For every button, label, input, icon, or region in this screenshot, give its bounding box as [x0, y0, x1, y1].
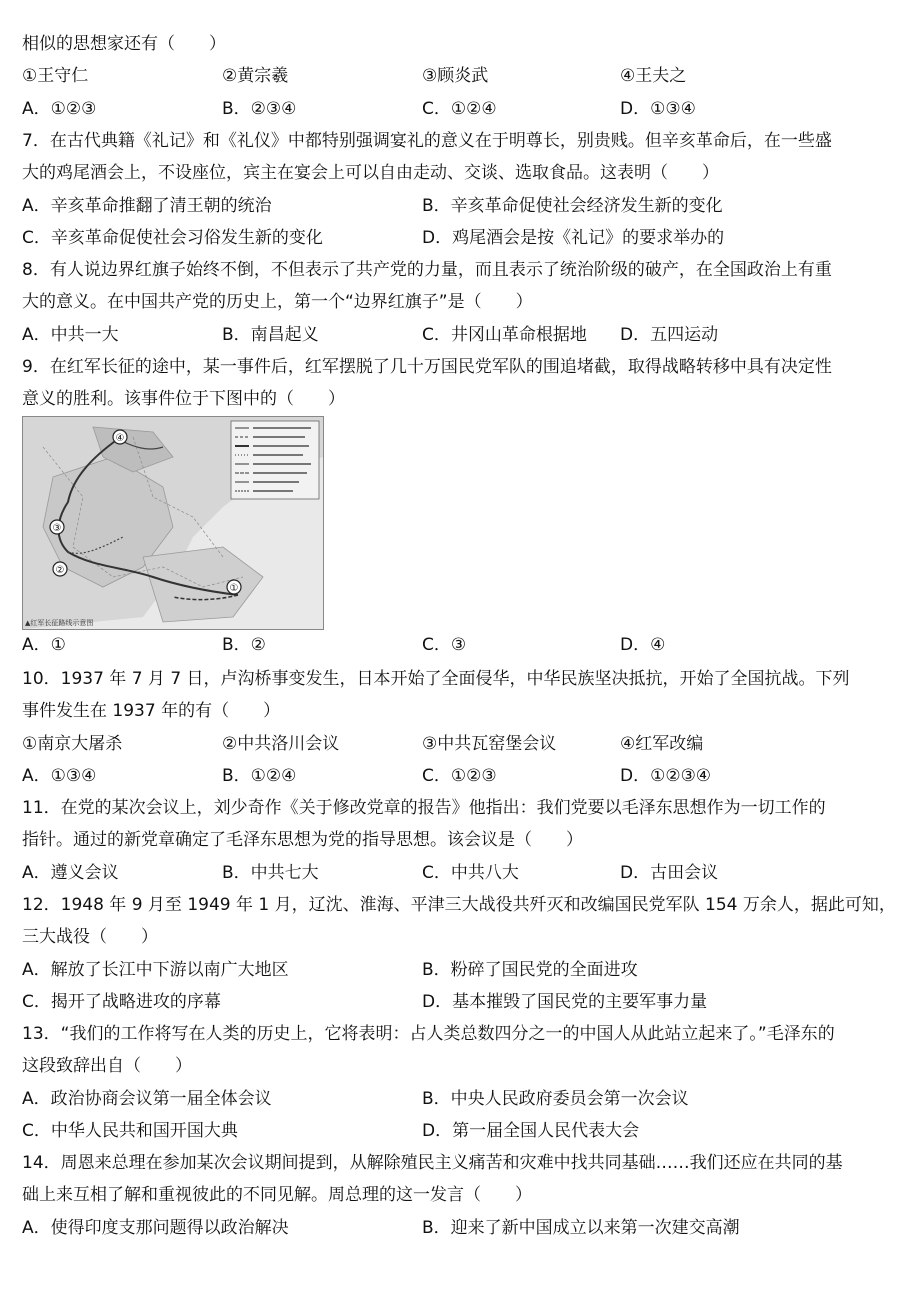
q8-option-b: B．南昌起义 — [222, 325, 319, 345]
q8-option-c: C．井冈山革命根据地 — [422, 325, 587, 345]
q10-item-4: ④红军改编 — [620, 734, 704, 754]
q12-options-row2 — [22, 991, 892, 1013]
q11-option-a: A．遵义会议 — [22, 863, 119, 883]
q7-options-row2 — [22, 227, 892, 249]
q7-option-d: D．鸡尾酒会是按《礼记》的要求举办的 — [422, 228, 725, 248]
q11-option-c: C．中共八大 — [422, 863, 519, 883]
q11-stem-line2: 指针。通过的新党章确定了毛泽东思想为党的指导思想。该会议是（ ） — [22, 830, 583, 850]
q8-stem-line2: 大的意义。在中国共产党的历史上，第一个“边界红旗子”是（ ） — [22, 292, 533, 312]
q12-stem-line1: 12．1948 年 9 月至 1949 年 1 月，辽沈、淮海、平津三大战役共歼灭和改编国民党军队 154 万余人，据此可知， — [22, 895, 896, 915]
q6-option-b: B．②③④ — [222, 99, 297, 119]
q13-stem-line2: 这段致辞出自（ ） — [22, 1056, 192, 1076]
q7-option-a: A．辛亥革命推翻了清王朝的统治 — [22, 196, 272, 216]
q13-options-row2 — [22, 1120, 892, 1142]
q10-options — [22, 765, 892, 787]
q14-option-b: B．迎来了新中国成立以来第一次建交高潮 — [422, 1218, 740, 1238]
q6-item-2: ②黄宗羲 — [222, 66, 289, 86]
q9-options — [22, 634, 892, 656]
q6-item-3: ③顾炎武 — [422, 66, 489, 86]
q9-option-d: D．④ — [620, 635, 666, 655]
q9-option-a: A．① — [22, 635, 66, 655]
q8-options — [22, 324, 892, 346]
q12-options-row1 — [22, 959, 892, 981]
q10-option-a: A．①③④ — [22, 766, 97, 786]
q14-stem-line2: 础上来互相了解和重视彼此的不同见解。周总理的这一发言（ ） — [22, 1185, 532, 1205]
q6-items — [22, 65, 892, 87]
q8-stem-line1: 8．有人说边界红旗子始终不倒，不但表示了共产党的力量，而且表示了统治阶级的破产，在全国政治上有重 — [22, 260, 832, 280]
q6-option-d: D．①③④ — [620, 99, 696, 119]
q13-stem-line1: 13．“我们的工作将写在人类的历史上，它将表明：占人类总数四分之一的中国人从此站立起来了。”毛泽东的 — [22, 1024, 835, 1044]
map-caption: ▲红军长征路线示意图 — [25, 619, 94, 627]
q10-item-3: ③中共瓦窑堡会议 — [422, 734, 557, 754]
q12-stem-line2: 三大战役（ ） — [22, 927, 158, 947]
q14-stem-line1: 14．周恩来总理在参加某次会议期间提到，从解除殖民主义痛苦和灾难中找共同基础……我们还应在共同的基 — [22, 1153, 843, 1173]
q13-option-c: C．中华人民共和国开国大典 — [22, 1121, 238, 1141]
q11-stem-line1: 11．在党的某次会议上，刘少奇作《关于修改党章的报告》他指出：我们党要以毛泽东思想作为一切工作的 — [22, 798, 826, 818]
q10-item-2: ②中共洛川会议 — [222, 734, 340, 754]
q7-option-c: C．辛亥革命促使社会习俗发生新的变化 — [22, 228, 323, 248]
q7-options-row1 — [22, 195, 892, 217]
q6-item-1: ①王守仁 — [22, 66, 89, 86]
map-marker-4: ④ — [115, 433, 125, 444]
q13-option-a: A．政治协商会议第一届全体会议 — [22, 1089, 272, 1109]
q10-stem-line1: 10．1937 年 7 月 7 日，卢沟桥事变发生，日本开始了全面侵华，中华民族坚决抵抗，开始了全国抗战。下列 — [22, 669, 850, 689]
q7-option-b: B．辛亥革命促使社会经济发生新的变化 — [422, 196, 723, 216]
q7-stem-line1: 7．在古代典籍《礼记》和《礼仪》中都特别强调宴礼的意义在于明尊长，别贵贱。但辛亥革命后，在一些盛 — [22, 131, 832, 151]
q10-item-1: ①南京大屠杀 — [22, 734, 123, 754]
long-march-map — [22, 416, 324, 630]
q11-option-b: B．中共七大 — [222, 863, 319, 883]
q11-option-d: D．古田会议 — [620, 863, 719, 883]
q9-stem-line1: 9．在红军长征的途中，某一事件后，红军摆脱了几十万国民党军队的围追堵截，取得战略转移中具有决定性 — [22, 357, 832, 377]
map-marker-2: ② — [55, 565, 65, 576]
q13-options-row1 — [22, 1088, 892, 1110]
q9-option-b: B．② — [222, 635, 266, 655]
q6-option-a: A．①②③ — [22, 99, 97, 119]
q10-option-d: D．①②③④ — [620, 766, 712, 786]
q6-options — [22, 98, 892, 120]
q13-option-d: D．第一届全国人民代表大会 — [422, 1121, 640, 1141]
q8-option-d: D．五四运动 — [620, 325, 719, 345]
q9-option-c: C．③ — [422, 635, 467, 655]
q12-option-b: B．粉碎了国民党的全面进攻 — [422, 960, 638, 980]
q10-stem-line2: 事件发生在 1937 年的有（ ） — [22, 701, 281, 721]
map-marker-3: ③ — [52, 523, 62, 534]
q8-option-a: A．中共一大 — [22, 325, 119, 345]
q12-option-c: C．揭开了战略进攻的序幕 — [22, 992, 221, 1012]
q14-option-a: A．使得印度支那问题得以政治解决 — [22, 1218, 289, 1238]
q9-stem-line2: 意义的胜利。该事件位于下图中的（ ） — [22, 389, 345, 409]
q11-options — [22, 862, 892, 884]
q6-stem: 相似的思想家还有（ ） — [22, 34, 226, 54]
q14-options-row1 — [22, 1217, 892, 1239]
q6-option-c: C．①②④ — [422, 99, 497, 119]
q7-stem-line2: 大的鸡尾酒会上，不设座位，宾主在宴会上可以自由走动、交谈、选取食品。这表明（ ） — [22, 163, 719, 183]
map-marker-1: ① — [229, 583, 239, 594]
q12-option-a: A．解放了长江中下游以南广大地区 — [22, 960, 289, 980]
q10-option-c: C．①②③ — [422, 766, 497, 786]
q6-item-4: ④王夫之 — [620, 66, 687, 86]
q10-items — [22, 733, 892, 755]
q12-option-d: D．基本摧毁了国民党的主要军事力量 — [422, 992, 708, 1012]
q10-option-b: B．①②④ — [222, 766, 297, 786]
map-graphic — [23, 417, 323, 629]
q13-option-b: B．中央人民政府委员会第一次会议 — [422, 1089, 689, 1109]
